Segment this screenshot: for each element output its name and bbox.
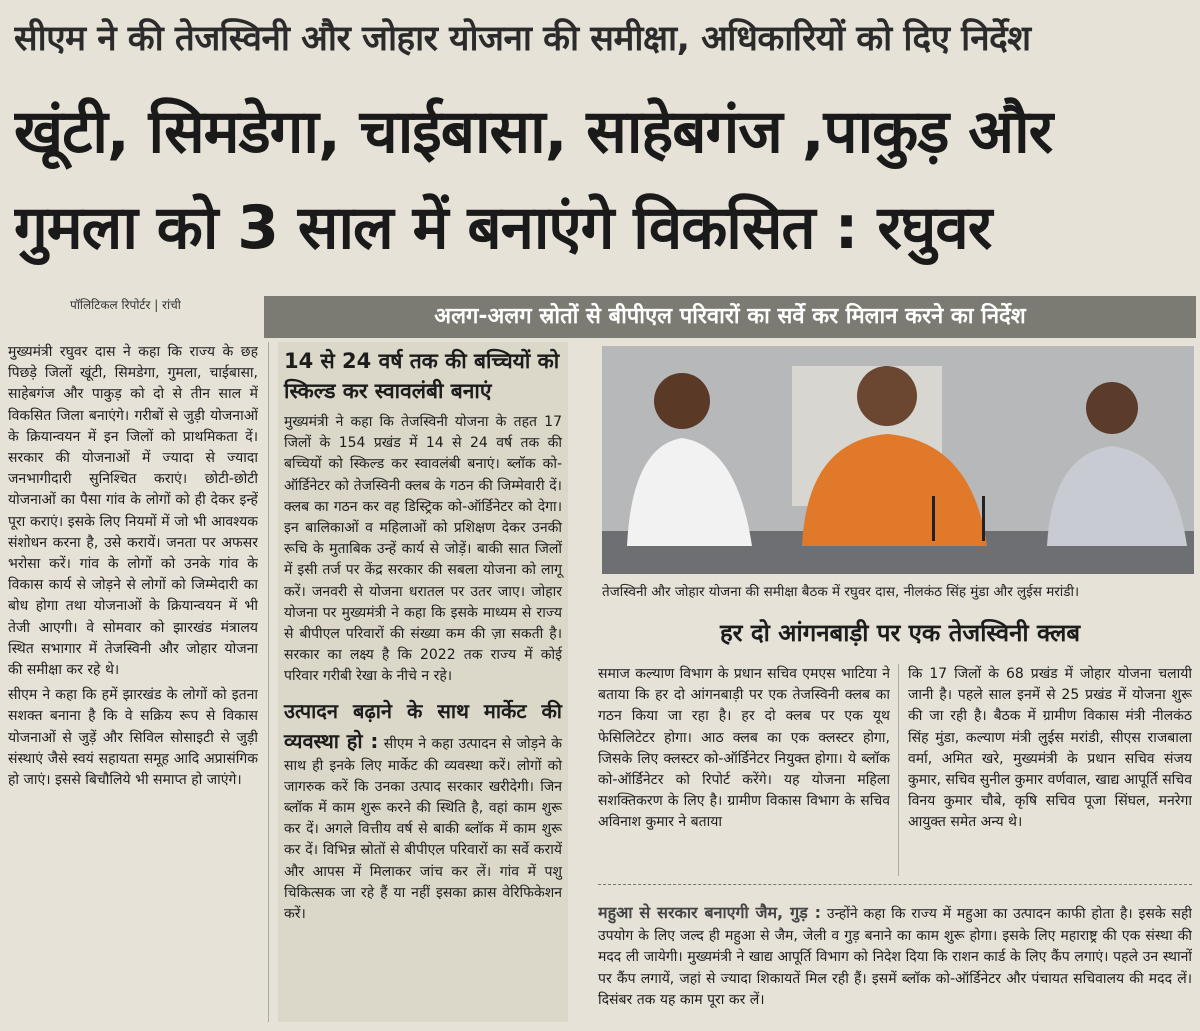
- article-bottom-section: [598, 902, 1192, 1027]
- meeting-photo-illustration: [602, 346, 1194, 574]
- main-headline: [14, 84, 1186, 276]
- column-divider: [898, 664, 899, 876]
- paragraph: सीएम ने कहा उत्पादन से जोड़ने के साथ ही इनके लिए मार्केट की व्यवस्था करें। लोगों को जागरुक करें कि उनका उत्पाद सरकार खरीदेगी। जिन ब्लॉक में काम शुरू करने की स्थिति है, वहां काम शुरू कर दें। अगले वित्तीय वर्ष से बाकी ब्लॉक में काम शुरू कर दें। विभिन्न स्रोतों से बीपीएल परिवारों का सर्वे करायें और आपस में मिलाकर जांच कर लें। गांव में पशु चिकित्सक जा रहे हैं या नहीं इसका क्रास वेरिफिकेशन करें।: [284, 735, 563, 923]
- kicker-headline: सीएम ने की तेजस्विनी और जोहार योजना की समीक्षा, अधिकारियों को दिए निर्देश: [14, 19, 1031, 59]
- paragraph: मुख्यमंत्री रघुवर दास ने कहा कि राज्य के छह पिछड़े जिलों खूंटी, सिमडेगा, गुमला, चाईबासा, साहेबगंज और पाकुड़ को दो से तीन साल में विकसित जिला बनाएंगे। गरीबों से जुड़ी योजनाओं के क्रियान्वयन में इन जिलों को प्राथमिकता दें। सरकार की योजनाओं में ज्यादा से ज्यादा जनभागीदारी सुनिश्चित कराएं। छोटी-छोटी योजनाओं का पैसा गांव के लोगों को ही देकर इन्हें पूरा कराएं। इसके लिए नियमों में जो भी आवश्यक संशोधन करना है, उसे करायें। जनता पर अफसर भरोसा करें। गांव के लोगों को उनके गांव के विकास कार्य से जोड़ने से लोगों को जिम्मेदारी का बोध होगा तथा योजनाओं के क्रियान्वयन में भी तेजी आएगी। वे सोमवार को झारखंड मंत्रालय स्थित सभागार में तेजस्विनी और जोहार योजना की समीक्षा कर रहे थे।: [8, 344, 258, 679]
- article-column-4: [908, 664, 1192, 876]
- meeting-photo: [602, 346, 1194, 574]
- paragraph: उन्होंने कहा कि राज्य में महुआ का उत्पादन काफी होता है। इसके सही उपयोग के लिए जल्द ही महुआ से जैम, जेली व गुड़ बनाने का काम शुरू होगा। इसके लिए महाराष्ट्र की एक संस्था की मदद ली जायेगी। मुख्यमंत्री ने खाद्य आपूर्ति विभाग को निदेश दिया कि राशन कार्ड के लिए कैंप लगाएं। पहले उन स्थानों पर कैंप लगायें, जहां से ज्यादा शिकायतें मिल रही हैं। इसमें ब्लॉक को-ऑर्डिनेटर और पंचायत सचिवालय की मदद लें। दिसंबर तक यह काम पूरा कर लें।: [598, 906, 1192, 1008]
- paragraph: समाज कल्याण विभाग के प्रधान सचिव एमएस भाटिया ने बताया कि हर दो आंगनबाड़ी पर एक तेजस्विनी क्लब का गठन किया जा रहा है। हर दो क्लब पर एक यूथ फेसिलिटेटर होगा। आठ क्लब का एक क्लस्टर होगा, जिसके लिए क्लस्टर को-ऑर्डिनेटर नियुक्त होगा। ये ब्लॉक को-ऑर्डिनेटर को रिपोर्ट करेंगे। यह योजना महिला सशक्तिकरण के लिए है। ग्रामीण विकास विभाग के सचिव अविनाश कुमार ने बताया: [598, 666, 890, 831]
- byline: पॉलिटिकल रिपोर्टर | रांची: [70, 298, 181, 312]
- paragraph: मुख्यमंत्री ने कहा कि तेजस्विनी योजना के तहत 17 जिलों के 154 प्रखंड में 14 से 24 वर्ष तक की बच्चियों को स्किल्ड कर स्वावलंबी बनाएं। ब्लॉक को-ऑर्डिनेटर को तेजस्विनी क्लब के गठन की जिम्मेवारी दें। क्लब का गठन कर वह डिस्ट्रिक को-ऑर्डिनेटर को देगा। इन बालिकाओं व महिलाओं को प्रशिक्षण देकर उनकी रूचि के मुताबिक उन्हें कार्य से जोड़ें। बाकी सात जिलों में इसी तर्ज पर केंद्र सरकार की सबला योजना को लागू करें। जनवरी से योजना धरातल पर उतर जाए। जोहार योजना पर मुख्यमंत्री ने कहा कि इसके माध्यम से राज्य से बीपीएल परिवारों की संख्या कम की ज़ा सकती है। सरकार का लक्ष्य है कि 2022 तक राज्य में कोई परिवार गरीबी रेखा के नीचे न रहे।: [284, 414, 562, 685]
- paragraph: कि 17 जिलों के 68 प्रखंड में जोहार योजना चलायी जानी है। पहले साल इनमें से 25 प्रखंड में योजना शुरू की जा रही है। बैठक में ग्रामीण विकास मंत्री नीलकंठ सिंह मुंडा, कल्याण मंत्री लुईस मरांडी, सीएस राजबाला वर्मा, अमित खरे, मुख्यमंत्री के प्रधान सचिव संजय कुमार, सचिव सुनील कुमार वर्णवाल, खाद्य आपूर्ति सचिव विनय कुमार चौबे, कृषि सचिव पूजा सिंघल, मनरेगा आयुक्त समेत अन्य थे।: [908, 666, 1192, 831]
- sub-headline-banner: अलग-अलग स्रोतों से बीपीएल परिवारों का सर्वे कर मिलान करने का निर्देश: [264, 296, 1196, 338]
- article-column-2: [278, 342, 568, 1022]
- column-divider: [268, 342, 269, 1022]
- subsection-title: महुआ से सरकार बनाएगी जैम, गुड़ :: [598, 903, 822, 922]
- headline-line-1: खूंटी, सिमडेगा, चाईबासा, साहेबगंज ,पाकुड़ और: [14, 97, 1053, 167]
- section-heading: हर दो आंगनबाड़ी पर एक तेजस्विनी क्लब: [719, 619, 1081, 647]
- article-column-1: [8, 342, 258, 1027]
- article-column-3: [598, 664, 890, 876]
- subsection-title: 14 से 24 वर्ष तक की बच्चियों को स्किल्ड कर स्वावलंबी बनाएं: [284, 349, 560, 403]
- section-divider: [598, 884, 1192, 885]
- headline-line-2: गुमला को 3 साल में बनाएंगे विकसित : रघुवर: [14, 193, 992, 263]
- subsection-title: उत्पादन बढ़ाने के साथ मार्केट की व्यवस्था हो :: [284, 698, 562, 753]
- paragraph: सीएम ने कहा कि हमें झारखंड के लोगों को इतना सशक्त बनाना है कि वे सक्रिय रूप से विकास योजनाओं से जुड़ें और सिविल सोसाइटी से जुड़ी संस्थाएं जैसे स्वयं सहायता समूह आदि अप्रासंगिक हो जाएं। इससे बिचौलिये भी समाप्त हो जाएंगे।: [8, 687, 258, 789]
- photo-caption: तेजस्विनी और जोहार योजना की समीक्षा बैठक में रघुवर दास, नीलकंठ सिंह मुंडा और लुईस मरांडी।: [602, 584, 1080, 600]
